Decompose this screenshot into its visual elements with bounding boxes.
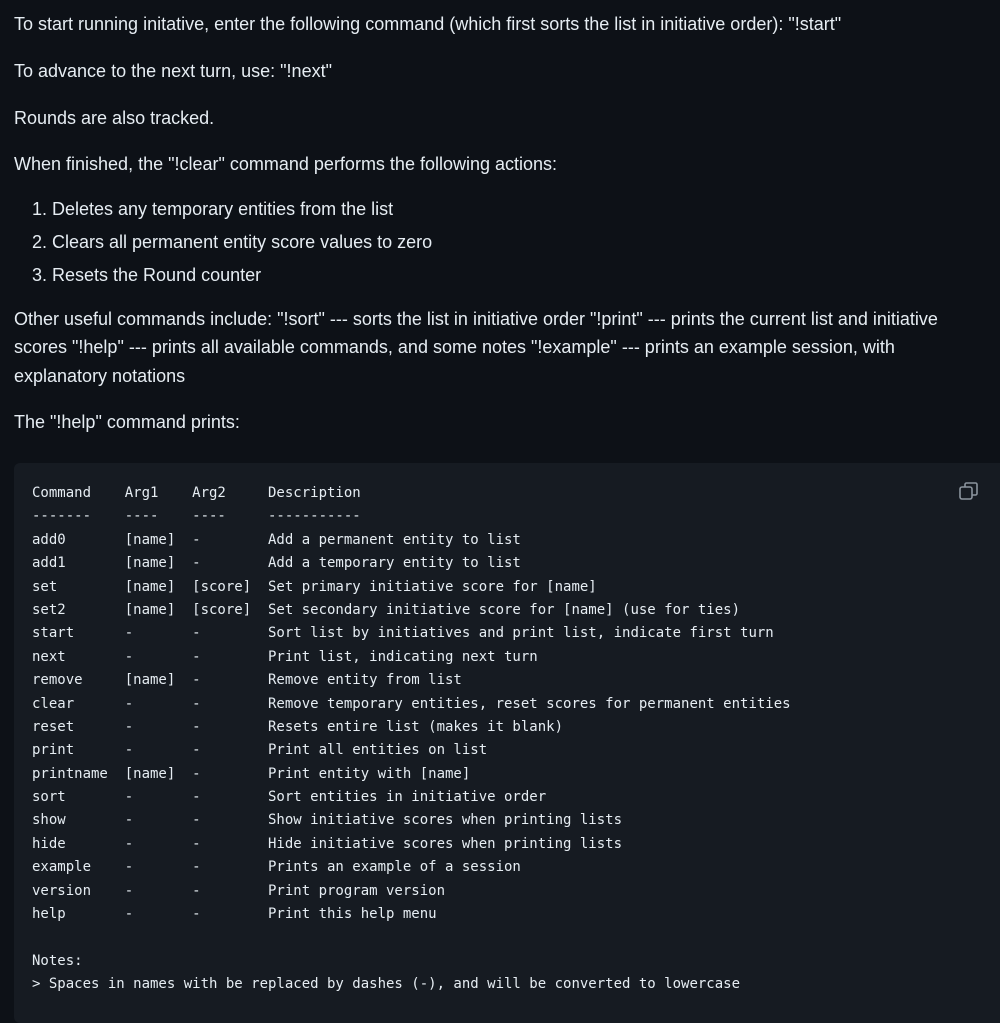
code-line: clear - - Remove temporary entities, reset scores for permanent entities <box>32 695 791 712</box>
copy-button[interactable] <box>956 479 982 505</box>
code-line: example - - Prints an example of a session <box>32 859 521 876</box>
code-line: remove [name] - Remove entity from list <box>32 672 462 689</box>
code-line <box>32 926 982 949</box>
paragraph-rounds: Rounds are also tracked. <box>14 107 215 128</box>
code-line: add1 [name] - Add a temporary entity to list <box>32 555 521 572</box>
paragraph-clear-intro: When finished, the "!clear" command performs the following actions: <box>14 154 558 175</box>
list-item: 3. Resets the Round counter <box>52 261 986 290</box>
paragraph-start: To start running initative, enter the following command (which first sorts the list in initiative order): "!start" <box>14 14 842 34</box>
code-line: ------- ---- ---- ----------- <box>32 508 361 525</box>
code-line: version - - Print program version <box>32 882 446 899</box>
code-line: reset - - Resets entire list (makes it blank) <box>32 718 564 735</box>
copy-icon <box>956 479 982 505</box>
paragraph-other-commands: Other useful commands include: "!sort" --- sorts the list in initiative order "!print" --- prints the current list and initiative scores "!help" --- prints all available commands, and some notes "!example" --- prints an example session, with explanatory notations <box>14 308 938 386</box>
code-line: printname [name] - Print entity with [name] <box>32 765 471 782</box>
code-line: help - - Print this help menu <box>32 906 437 923</box>
help-output <box>14 463 1000 997</box>
list-item: 1. Deletes any temporary entities from the list <box>52 195 986 224</box>
document-body <box>0 0 1000 437</box>
code-line: sort - - Sort entities in initiative order <box>32 789 547 806</box>
code-line: > Spaces in names with be replaced by dashes (-), and will be converted to lowercase <box>32 976 741 993</box>
code-line: show - - Show initiative scores when printing lists <box>32 812 623 829</box>
code-line: set2 [name] [score] Set secondary initiative score for [name] (use for ties) <box>32 601 741 618</box>
code-line: set [name] [score] Set primary initiative score for [name] <box>32 578 597 595</box>
code-line: print - - Print all entities on list <box>32 742 488 759</box>
code-line: start - - Sort list by initiatives and print list, indicate first turn <box>32 625 774 642</box>
paragraph-next: To advance to the next turn, use: "!next" <box>14 60 332 81</box>
code-line: next - - Print list, indicating next turn <box>32 648 538 665</box>
code-line: add0 [name] - Add a permanent entity to list <box>32 531 521 548</box>
code-line: Command Arg1 Arg2 Description <box>32 485 361 501</box>
paragraph-help-intro: The "!help" command prints: <box>14 412 240 433</box>
clear-actions-list <box>14 195 986 289</box>
code-block <box>14 463 1000 1023</box>
code-line: Notes: <box>32 952 83 969</box>
list-item: 2. Clears all permanent entity score values to zero <box>52 228 986 257</box>
code-line: hide - - Hide initiative scores when printing lists <box>32 835 623 852</box>
